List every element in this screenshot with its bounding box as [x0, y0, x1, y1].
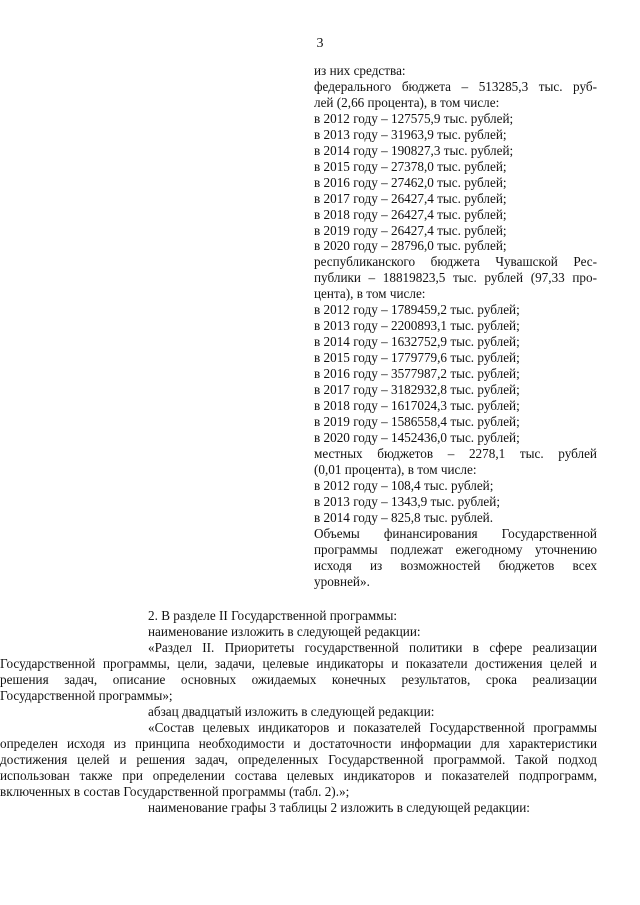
- text-line: местных бюджетов – 2278,1 тыс. рублей: [314, 445, 597, 461]
- text-line: в 2020 году – 1452436,0 тыс. рублей;: [314, 429, 520, 445]
- paragraph: [0, 640, 597, 704]
- text-line: в 2018 году – 1617024,3 тыс. рублей;: [314, 398, 520, 414]
- text-line: публики – 18819823,5 тыс. рублей (97,33 про-: [314, 270, 597, 286]
- paragraph: наименование изложить в следующей редакции:: [148, 624, 421, 639]
- text-line: программы подлежат ежегодному уточнению: [314, 541, 597, 557]
- text-line: из них средства:: [314, 63, 406, 78]
- text-line: в 2016 году – 27462,0 тыс. рублей;: [314, 174, 507, 190]
- text-line: в 2014 году – 1632752,9 тыс. рублей;: [314, 334, 520, 350]
- text-line: «Состав целевых индикаторов и показателей Государственной программы: [148, 720, 597, 735]
- text-line: цента), в том числе:: [314, 286, 426, 302]
- page-number: 3: [316, 36, 324, 51]
- text-line: в 2014 году – 190827,3 тыс. рублей;: [314, 142, 514, 158]
- text-line: «Раздел II. Приоритеты государственной политики в сфере реализации: [148, 640, 597, 655]
- main-text: [0, 608, 597, 816]
- text-line: в 2012 году – 127575,9 тыс. рублей;: [314, 110, 514, 126]
- financing-column: [314, 63, 597, 589]
- text-line: в 2020 году – 28796,0 тыс. рублей;: [314, 238, 507, 254]
- text-line: в 2015 году – 27378,0 тыс. рублей;: [314, 158, 507, 174]
- text-line: в 2013 году – 31963,9 тыс. рублей;: [314, 126, 507, 142]
- text-line: Государственной программы, цели, задачи, целевые индикаторы и показатели достижения целей и решения задач, описание основных ожидаемых конечных результатов, срока реализации Государственной программы»;: [0, 656, 597, 703]
- text-line: федерального бюджета – 513285,3 тыс. руб-: [314, 78, 597, 94]
- text-line: республиканского бюджета Чувашской Рес-: [314, 254, 597, 270]
- text-line: в 2017 году – 3182932,8 тыс. рублей;: [314, 382, 520, 398]
- paragraph: [0, 720, 597, 800]
- text-line: в 2014 году – 825,8 тыс. рублей.: [314, 509, 494, 525]
- paragraph: абзац двадцатый изложить в следующей редакции:: [148, 704, 435, 719]
- text-line: в 2019 году – 26427,4 тыс. рублей;: [314, 222, 507, 238]
- text-line: в 2013 году – 2200893,1 тыс. рублей;: [314, 318, 520, 334]
- text-line: Объемы финансирования Государственной: [314, 525, 597, 541]
- text-line: в 2012 году – 1789459,2 тыс. рублей;: [314, 302, 520, 318]
- text-line: в 2019 году – 1586558,4 тыс. рублей;: [314, 413, 520, 429]
- text-line: в 2016 году – 3577987,2 тыс. рублей;: [314, 366, 520, 382]
- text-line: в 2012 году – 108,4 тыс. рублей;: [314, 477, 494, 493]
- text-line: лей (2,66 процента), в том числе:: [314, 94, 500, 110]
- text-line: в 2018 году – 26427,4 тыс. рублей;: [314, 206, 507, 222]
- paragraph: наименование графы 3 таблицы 2 изложить в следующей редакции:: [148, 800, 530, 815]
- text-line: определен исходя из принципа необходимости и достаточности информации для характеристики достижения целей и решения задач, определенных Государственной программой. Такой подход использован также при определении состава целевых индикаторов и показателей подпрограмм, включенных в состав Государственной программы (табл. 2).»;: [0, 736, 597, 799]
- text-line: в 2013 году – 1343,9 тыс. рублей;: [314, 493, 500, 509]
- item-2-heading: 2. В разделе II Государственной программы:: [148, 608, 398, 623]
- text-line: уровней».: [314, 573, 370, 589]
- text-line: в 2015 году – 1779779,6 тыс. рублей;: [314, 350, 520, 366]
- text-line: исходя из возможностей бюджетов всех: [314, 557, 597, 573]
- text-line: в 2017 году – 26427,4 тыс. рублей;: [314, 190, 507, 206]
- text-line: (0,01 процента), в том числе:: [314, 461, 477, 477]
